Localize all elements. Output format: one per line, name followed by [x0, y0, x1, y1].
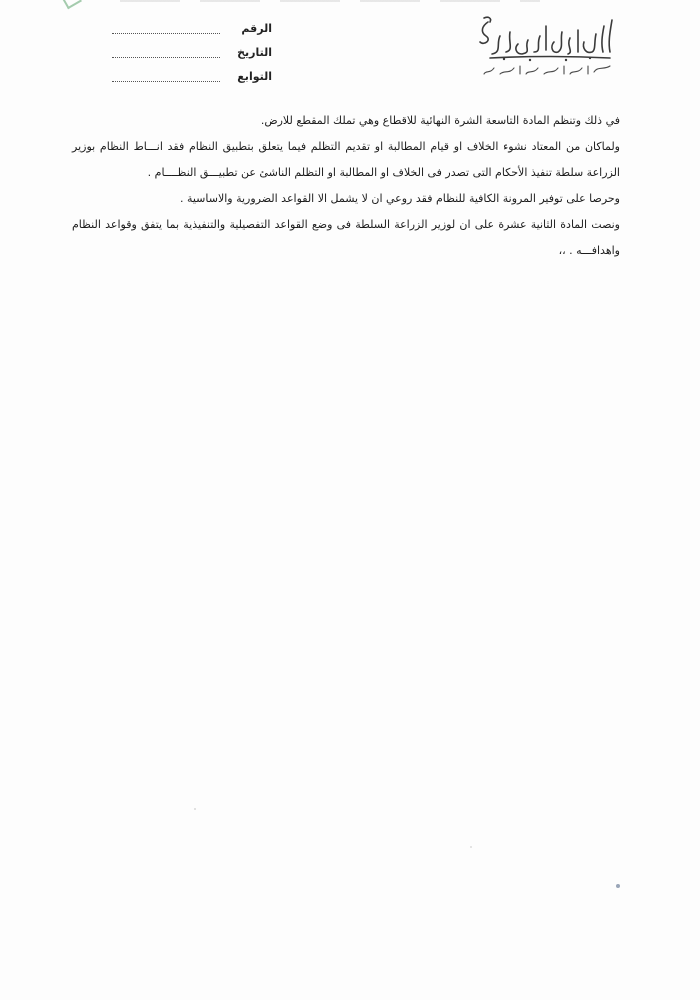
reference-number-label: الرقم	[241, 21, 272, 35]
scan-edge	[120, 0, 540, 2]
reference-number-line	[112, 23, 220, 34]
reference-date-label: التاريخ	[237, 45, 272, 59]
reference-number-row	[112, 16, 272, 40]
document-body	[72, 108, 620, 264]
reference-attachments-line	[112, 71, 220, 82]
reference-date-line	[112, 47, 220, 58]
letterhead	[470, 12, 620, 82]
scan-speck	[470, 846, 472, 848]
reference-attachments-row	[112, 64, 272, 88]
scan-speck	[194, 808, 196, 810]
scan-speck	[616, 884, 620, 888]
paragraph-4: ونصت المادة الثانية عشرة على ان لوزير الزراعة السلطة فى وضع القواعد التفصيلية والتنفيذية بما يتفق وقواعد النظام واهدافـــه . ،،	[72, 218, 620, 257]
reference-attachments-label: التوابع	[237, 69, 272, 83]
paragraph-2: ولماكان من المعتاد نشوء الخلاف او قيام المطالبة او تقديم التظلم فيما يتعلق بتطبيق النظام فقد انـــاط النظام بوزير الزراعة سلطة تنفيذ الأحكام التى تصدر فى الخلاف او المطالبة او التظلم الناشئ عن تطبيـــق النظــــام .	[72, 140, 620, 179]
letterhead-calligraphy-icon	[470, 12, 620, 82]
scan-artifact	[62, 0, 82, 9]
paragraph-3: وحرصا على توفير المرونة الكافية للنظام فقد روعي ان لا يشمل الا القواعد الضرورية والاساسية .	[179, 192, 620, 205]
reference-date-row	[112, 40, 272, 64]
reference-fields	[112, 16, 272, 88]
paragraph-1: في ذلك وتنظم المادة التاسعة الشرة النهائية للاقطاع وهي تملك المقطع للارض.	[260, 114, 620, 127]
